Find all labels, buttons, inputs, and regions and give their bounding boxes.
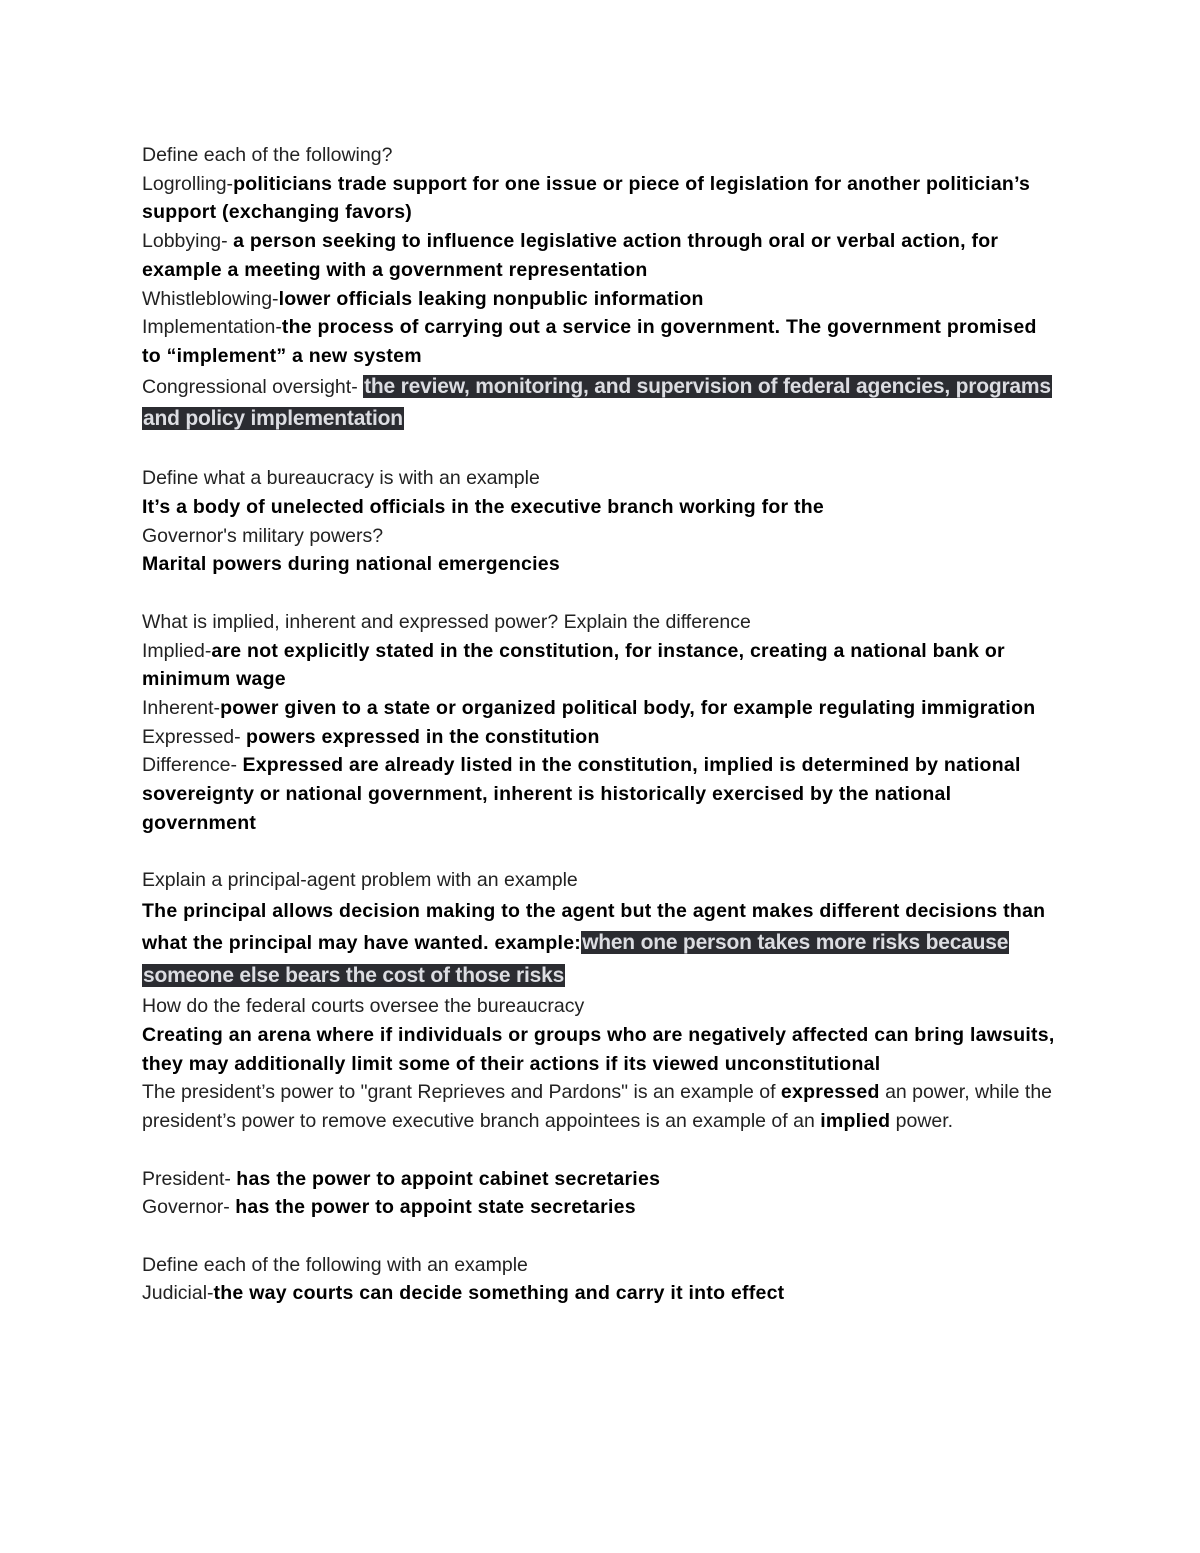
definition-logrolling [142, 170, 1057, 227]
answer-expressed: powers expressed in the constitution [246, 725, 600, 748]
answer-logrolling: politicians trade support for one issue or piece of legislation for another politician’s support (exchanging favors) [142, 172, 1031, 224]
answer-judicial: the way courts can decide something and carry it into effect [213, 1282, 785, 1305]
term-governor: Governor- [142, 1196, 236, 1219]
answer-governor-military: Marital powers during national emergencies [142, 553, 560, 576]
definition-expressed [142, 723, 1057, 752]
definition-governor [142, 1193, 1057, 1222]
question-federal-courts: How do the federal courts oversee the bureaucracy [142, 995, 585, 1018]
definition-congressional-oversight [142, 371, 1057, 436]
fill-in-president-powers [142, 1078, 1057, 1135]
term-lobbying: Lobbying- [142, 230, 234, 253]
answer-implementation: the process of carrying out a service in government. The government promised to “implement” a new system [142, 316, 1037, 367]
definition-implementation [142, 313, 1057, 370]
paragraph-gap [142, 579, 1057, 608]
fill-text-part3: power. [890, 1110, 954, 1133]
paragraph-gap [142, 436, 1057, 465]
term-whistleblowing: Whistleblowing- [142, 287, 279, 310]
question-define-following: Define each of the following? [142, 144, 393, 166]
document-page [142, 141, 1057, 1308]
answer-federal-courts: Creating an arena where if individuals or groups who are negatively affected can bring lawsuits, they may additionally limit some of their actions if its viewed unconstitutional [142, 1024, 1055, 1075]
term-expressed: Expressed- [142, 725, 247, 748]
paragraph-gap [142, 1136, 1057, 1165]
question-define-with-example: Define each of the following with an example [142, 1253, 528, 1276]
question-governor-military: Governor's military powers? [142, 524, 384, 547]
paragraph-gap [142, 1222, 1057, 1251]
definition-implied [142, 637, 1057, 694]
term-president: President- [142, 1167, 237, 1190]
answer-principal-agent: The principal allows decision making to the agent but the agent makes different decisions than what the principal may have wanted. example: [142, 899, 1046, 955]
answer-difference: Expressed are already listed in the constitution, implied is determined by national sovereignty or national government, inherent is historically exercised by the national government [142, 754, 1021, 834]
question-principal-agent: Explain a principal-agent problem with an example [142, 869, 578, 892]
answer-inherent: power given to a state or organized political body, for example regulating immigration [220, 696, 1036, 719]
answer-implied: are not explicitly stated in the constitution, for instance, creating a national bank or minimum wage [142, 639, 1005, 691]
answer-lobbying: a person seeking to influence legislative action through oral or verbal action, for example a meeting with a government representation [142, 230, 999, 281]
definition-difference [142, 751, 1057, 837]
highlighted-answer-oversight: the review, monitoring, and supervision of federal agencies, programs and policy implementation [143, 374, 1051, 431]
fill-answer-implied: implied [820, 1110, 891, 1133]
answer-governor: has the power to appoint state secretaries [235, 1196, 636, 1219]
fill-text-part1: The president’s power to "grant Reprieves and Pardons" is an example of [142, 1081, 781, 1104]
fill-text-part2: an power, while the president’s power to remove executive branch appointees is an example of an [142, 1081, 1058, 1133]
fill-answer-expressed: expressed [780, 1081, 880, 1104]
definition-lobbying [142, 227, 1057, 284]
definition-inherent [142, 694, 1057, 723]
answer-president: has the power to appoint cabinet secretaries [236, 1167, 661, 1190]
question-bureaucracy: Define what a bureaucracy is with an example [142, 467, 540, 490]
answer-whistleblowing: lower officials leaking nonpublic information [278, 287, 704, 310]
answer-bureaucracy: It’s a body of unelected officials in the executive branch working for the [142, 496, 824, 519]
term-logrolling: Logrolling- [142, 172, 234, 195]
definition-president [142, 1165, 1057, 1194]
term-difference: Difference- [142, 754, 243, 777]
definition-whistleblowing [142, 285, 1057, 314]
term-judicial: Judicial- [142, 1282, 214, 1305]
term-inherent: Inherent- [142, 696, 221, 719]
definition-judicial [142, 1279, 1057, 1308]
term-implementation: Implementation- [142, 316, 282, 339]
answer-principal-agent-block [142, 895, 1057, 993]
term-congressional-oversight: Congressional oversight- [142, 375, 364, 398]
question-powers: What is implied, inherent and expressed power? Explain the difference [142, 610, 751, 633]
term-implied: Implied- [142, 639, 212, 662]
highlighted-example-principal-agent: when one person takes more risks because someone else bears the cost of those risks [143, 931, 1009, 987]
paragraph-gap [142, 837, 1057, 866]
